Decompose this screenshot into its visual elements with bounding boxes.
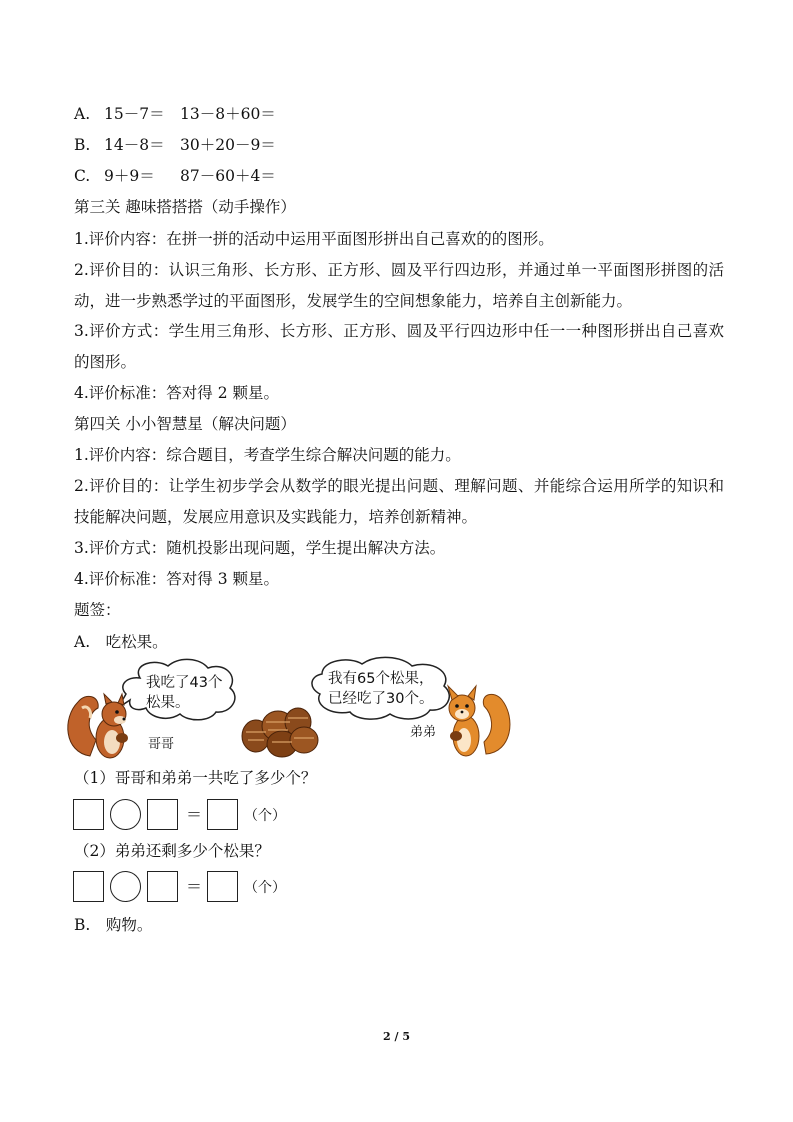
bubble-left-line2: 松果。: [146, 695, 190, 711]
level4-title: 第四关 小小智慧星（解决问题）: [74, 415, 296, 433]
option-a: [74, 104, 276, 124]
answer-box[interactable]: [147, 799, 178, 830]
level4-method: 3.评价方式：随机投影出现问题，学生提出解决方法。: [74, 539, 446, 557]
question-1: （1）哥哥和弟弟一共吃了多少个？: [74, 769, 317, 787]
unit-label: （个）: [244, 880, 286, 896]
problem-b-title: B. 购物。: [74, 916, 153, 934]
answer-box[interactable]: [73, 799, 104, 830]
bubble-right-line2: 已经吃了30个。: [328, 691, 434, 707]
equals-sign: ＝: [186, 805, 203, 824]
equation: 14－8＝: [104, 136, 165, 154]
question-2: （2）弟弟还剩多少个松果？: [74, 842, 270, 860]
operator-circle[interactable]: [110, 871, 141, 902]
level3-goal: 2.评价目的：认识三角形、长方形、正方形、圆及平行四边形，并通过单一平面图形拼图的活动，进一步熟悉学过的平面图形，发展学生的空间想象能力，培养自主创新能力。: [74, 261, 724, 310]
option-letter: B.: [74, 136, 91, 154]
level3-standard: 4.评价标准：答对得 2 颗星。: [74, 384, 280, 402]
equation: 9＋9＝: [104, 167, 155, 185]
unit-label: （个）: [244, 808, 286, 824]
answer-box[interactable]: [147, 871, 178, 902]
speech-bubble-right: [312, 657, 449, 719]
operator-circle[interactable]: [110, 799, 141, 830]
option-letter: C.: [74, 167, 91, 185]
answer-box[interactable]: [207, 799, 238, 830]
level4-content: 1.评价内容：综合题目，考查学生综合解决问题的能力。: [74, 446, 461, 464]
answer-box[interactable]: [73, 871, 104, 902]
equation: 15－7＝: [104, 105, 165, 123]
problem-a-title: A. 吃松果。: [74, 633, 168, 651]
equation: 13－8＋60＝: [180, 105, 276, 123]
bubble-right-line1: 我有65个松果，: [328, 671, 434, 687]
equation: 87－60＋4＝: [180, 167, 276, 185]
equals-sign: ＝: [186, 877, 203, 896]
level3-content: 1.评价内容：在拼一拼的活动中运用平面图形拼出自己喜欢的的图形。: [74, 230, 554, 248]
name-left: 哥哥: [148, 737, 175, 752]
option-b: [74, 135, 276, 155]
option-letter: A.: [74, 105, 91, 123]
level4-standard: 4.评价标准：答对得 3 颗星。: [74, 570, 280, 588]
answer-box[interactable]: [207, 871, 238, 902]
level4-label: 题签：: [74, 601, 121, 619]
squirrel-left-icon: [68, 694, 128, 758]
squirrel-illustration: [60, 656, 520, 768]
level4-goal: 2.评价目的：让学生初步学会从数学的眼光提出问题、理解问题、并能综合运用所学的知识和技能解决问题，发展应用意识及实践能力，培养创新精神。: [74, 477, 724, 526]
option-c: [74, 166, 276, 186]
pine-cone-icon: [242, 708, 318, 757]
squirrel-right-icon: [448, 686, 510, 756]
bubble-left-line1: 我吃了43个: [146, 675, 223, 691]
level3-title: 第三关 趣味搭搭搭（动手操作）: [74, 198, 296, 216]
name-right: 弟弟: [410, 725, 437, 740]
level3-method: 3.评价方式：学生用三角形、长方形、正方形、圆及平行四边形中任一一种图形拼出自己喜欢的图形。: [74, 322, 724, 371]
equation: 30＋20－9＝: [180, 136, 276, 154]
page-number: 2 / 5: [383, 1030, 410, 1043]
